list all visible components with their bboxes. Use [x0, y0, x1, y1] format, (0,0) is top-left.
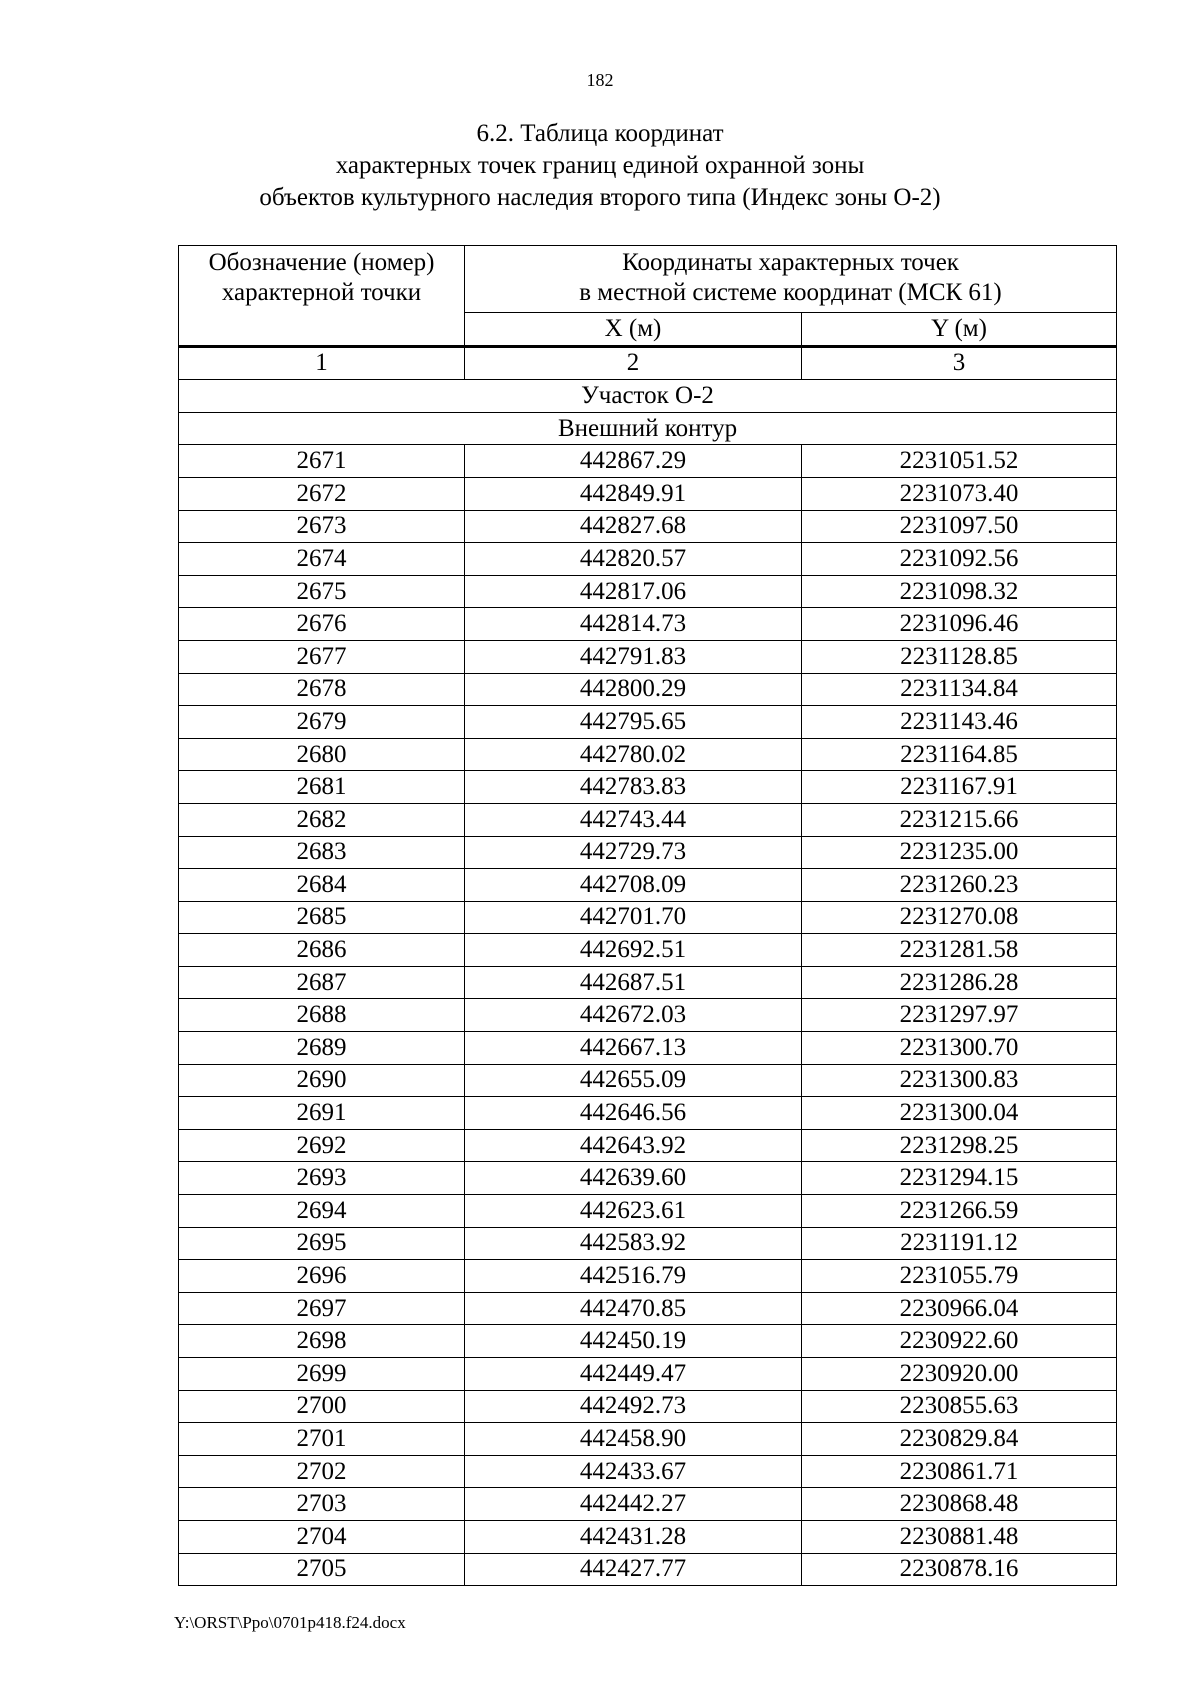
column-number: 2 [465, 346, 802, 380]
y-coordinate-cell: 2231191.12 [802, 1227, 1117, 1260]
point-number-cell: 2701 [179, 1423, 465, 1456]
point-number-cell: 2679 [179, 706, 465, 739]
point-number-cell: 2696 [179, 1260, 465, 1293]
table-row [179, 1195, 1117, 1228]
header-coordinates [465, 246, 1117, 313]
x-coordinate-cell: 442433.67 [465, 1455, 802, 1488]
point-number-cell: 2697 [179, 1292, 465, 1325]
table-row [179, 869, 1117, 902]
x-coordinate-cell: 442667.13 [465, 1032, 802, 1065]
y-coordinate-cell: 2231300.70 [802, 1032, 1117, 1065]
point-number-cell: 2686 [179, 934, 465, 967]
point-number-cell: 2684 [179, 869, 465, 902]
table-row [179, 803, 1117, 836]
point-number-cell: 2685 [179, 901, 465, 934]
table-row [179, 999, 1117, 1032]
y-coordinate-cell: 2230966.04 [802, 1292, 1117, 1325]
table-row [179, 1097, 1117, 1130]
title-line-3: объектов культурного наследия второго типа (Индекс зоны О-2) [259, 184, 941, 211]
point-number-cell: 2676 [179, 608, 465, 641]
y-coordinate-cell: 2231297.97 [802, 999, 1117, 1032]
point-number-cell: 2687 [179, 966, 465, 999]
table-row [179, 477, 1117, 510]
table-row [179, 640, 1117, 673]
point-number-cell: 2678 [179, 673, 465, 706]
y-coordinate-cell: 2231164.85 [802, 738, 1117, 771]
header-point-line-2: характерной точки [221, 279, 422, 306]
table-row [179, 966, 1117, 999]
y-coordinate-cell: 2231286.28 [802, 966, 1117, 999]
table-row [179, 608, 1117, 641]
y-coordinate-cell: 2231298.25 [802, 1129, 1117, 1162]
table-row [179, 1390, 1117, 1423]
point-number-cell: 2671 [179, 445, 465, 478]
y-coordinate-cell: 2231092.56 [802, 543, 1117, 576]
column-number: 1 [179, 346, 465, 380]
x-coordinate-cell: 442655.09 [465, 1064, 802, 1097]
table-row [179, 575, 1117, 608]
y-coordinate-cell: 2230855.63 [802, 1390, 1117, 1423]
table-row [179, 445, 1117, 478]
point-number-cell: 2688 [179, 999, 465, 1032]
y-coordinate-cell: 2231300.83 [802, 1064, 1117, 1097]
table-row [179, 706, 1117, 739]
x-coordinate-cell: 442817.06 [465, 575, 802, 608]
title-line-2: характерных точек границ единой охранной зоны [335, 152, 865, 179]
x-coordinate-cell: 442427.77 [465, 1553, 802, 1586]
table-row [179, 510, 1117, 543]
y-coordinate-cell: 2230868.48 [802, 1488, 1117, 1521]
table-row [179, 1032, 1117, 1065]
table-row [179, 1325, 1117, 1358]
x-coordinate-cell: 442470.85 [465, 1292, 802, 1325]
x-coordinate-cell: 442708.09 [465, 869, 802, 902]
x-coordinate-cell: 442729.73 [465, 836, 802, 869]
y-coordinate-cell: 2231051.52 [802, 445, 1117, 478]
y-coordinate-cell: 2231215.66 [802, 803, 1117, 836]
file-path-footer: Y:\ORST\Ppo\0701p418.f24.docx [174, 1613, 406, 1632]
x-coordinate-cell: 442827.68 [465, 510, 802, 543]
x-coordinate-cell: 442623.61 [465, 1195, 802, 1228]
section-row [179, 380, 1117, 413]
y-coordinate-cell: 2231260.23 [802, 869, 1117, 902]
x-coordinate-cell: 442431.28 [465, 1520, 802, 1553]
y-coordinate-cell: 2231294.15 [802, 1162, 1117, 1195]
header-y: Y (м) [802, 313, 1117, 347]
point-number-cell: 2675 [179, 575, 465, 608]
x-coordinate-cell: 442672.03 [465, 999, 802, 1032]
y-coordinate-cell: 2231073.40 [802, 477, 1117, 510]
table-row [179, 1488, 1117, 1521]
document-title [0, 118, 1200, 214]
table-row [179, 1423, 1117, 1456]
y-coordinate-cell: 2231235.00 [802, 836, 1117, 869]
table-row [179, 1520, 1117, 1553]
point-number-cell: 2680 [179, 738, 465, 771]
point-number-cell: 2692 [179, 1129, 465, 1162]
x-coordinate-cell: 442849.91 [465, 477, 802, 510]
y-coordinate-cell: 2231096.46 [802, 608, 1117, 641]
table-row [179, 934, 1117, 967]
x-coordinate-cell: 442639.60 [465, 1162, 802, 1195]
point-number-cell: 2690 [179, 1064, 465, 1097]
point-number-cell: 2682 [179, 803, 465, 836]
x-coordinate-cell: 442701.70 [465, 901, 802, 934]
table-row [179, 1455, 1117, 1488]
table-row [179, 1227, 1117, 1260]
y-coordinate-cell: 2230922.60 [802, 1325, 1117, 1358]
point-number-cell: 2705 [179, 1553, 465, 1586]
table-row [179, 1260, 1117, 1293]
header-point-line-1: Обозначение (номер) [208, 249, 435, 276]
table-row [179, 1358, 1117, 1391]
point-number-cell: 2693 [179, 1162, 465, 1195]
y-coordinate-cell: 2231281.58 [802, 934, 1117, 967]
y-coordinate-cell: 2231134.84 [802, 673, 1117, 706]
x-coordinate-cell: 442458.90 [465, 1423, 802, 1456]
column-number: 3 [802, 346, 1117, 380]
y-coordinate-cell: 2231098.32 [802, 575, 1117, 608]
table-row [179, 1064, 1117, 1097]
table-row [179, 1553, 1117, 1586]
point-number-cell: 2700 [179, 1390, 465, 1423]
table-row [179, 738, 1117, 771]
y-coordinate-cell: 2231167.91 [802, 771, 1117, 804]
y-coordinate-cell: 2230920.00 [802, 1358, 1117, 1391]
x-coordinate-cell: 442492.73 [465, 1390, 802, 1423]
y-coordinate-cell: 2230861.71 [802, 1455, 1117, 1488]
y-coordinate-cell: 2230829.84 [802, 1423, 1117, 1456]
header-point-designation [179, 246, 465, 347]
y-coordinate-cell: 2231266.59 [802, 1195, 1117, 1228]
table-row [179, 1162, 1117, 1195]
x-coordinate-cell: 442692.51 [465, 934, 802, 967]
point-number-cell: 2689 [179, 1032, 465, 1065]
point-number-cell: 2691 [179, 1097, 465, 1130]
point-number-cell: 2677 [179, 640, 465, 673]
x-coordinate-cell: 442814.73 [465, 608, 802, 641]
x-coordinate-cell: 442583.92 [465, 1227, 802, 1260]
x-coordinate-cell: 442687.51 [465, 966, 802, 999]
x-coordinate-cell: 442450.19 [465, 1325, 802, 1358]
point-number-cell: 2672 [179, 477, 465, 510]
x-coordinate-cell: 442783.83 [465, 771, 802, 804]
x-coordinate-cell: 442743.44 [465, 803, 802, 836]
x-coordinate-cell: 442791.83 [465, 640, 802, 673]
table-row [179, 543, 1117, 576]
y-coordinate-cell: 2231143.46 [802, 706, 1117, 739]
x-coordinate-cell: 442449.47 [465, 1358, 802, 1391]
subsection-label: Внешний контур [179, 412, 1117, 445]
x-coordinate-cell: 442643.92 [465, 1129, 802, 1162]
column-numbers-row [179, 346, 1117, 380]
section-label: Участок О-2 [179, 380, 1117, 413]
y-coordinate-cell: 2231270.08 [802, 901, 1117, 934]
point-number-cell: 2681 [179, 771, 465, 804]
subsection-row [179, 412, 1117, 445]
table-row [179, 673, 1117, 706]
x-coordinate-cell: 442820.57 [465, 543, 802, 576]
point-number-cell: 2683 [179, 836, 465, 869]
coordinates-table [178, 245, 1117, 1586]
x-coordinate-cell: 442867.29 [465, 445, 802, 478]
table-row [179, 901, 1117, 934]
table-row [179, 771, 1117, 804]
y-coordinate-cell: 2231128.85 [802, 640, 1117, 673]
table-row [179, 1292, 1117, 1325]
point-number-cell: 2699 [179, 1358, 465, 1391]
y-coordinate-cell: 2231300.04 [802, 1097, 1117, 1130]
x-coordinate-cell: 442780.02 [465, 738, 802, 771]
point-number-cell: 2674 [179, 543, 465, 576]
point-number-cell: 2695 [179, 1227, 465, 1260]
point-number-cell: 2702 [179, 1455, 465, 1488]
x-coordinate-cell: 442800.29 [465, 673, 802, 706]
x-coordinate-cell: 442646.56 [465, 1097, 802, 1130]
table-row [179, 836, 1117, 869]
point-number-cell: 2704 [179, 1520, 465, 1553]
y-coordinate-cell: 2230881.48 [802, 1520, 1117, 1553]
header-x: X (м) [465, 313, 802, 347]
y-coordinate-cell: 2231055.79 [802, 1260, 1117, 1293]
point-number-cell: 2673 [179, 510, 465, 543]
x-coordinate-cell: 442516.79 [465, 1260, 802, 1293]
y-coordinate-cell: 2231097.50 [802, 510, 1117, 543]
x-coordinate-cell: 442795.65 [465, 706, 802, 739]
page-number: 182 [586, 70, 614, 90]
table-row [179, 1129, 1117, 1162]
title-line-1: 6.2. Таблица координат [476, 120, 724, 147]
point-number-cell: 2694 [179, 1195, 465, 1228]
header-coords-line-1: Координаты характерных точек [622, 249, 959, 276]
point-number-cell: 2703 [179, 1488, 465, 1521]
header-coords-line-2: в местной системе координат (МСК 61) [579, 279, 1002, 306]
x-coordinate-cell: 442442.27 [465, 1488, 802, 1521]
point-number-cell: 2698 [179, 1325, 465, 1358]
y-coordinate-cell: 2230878.16 [802, 1553, 1117, 1586]
